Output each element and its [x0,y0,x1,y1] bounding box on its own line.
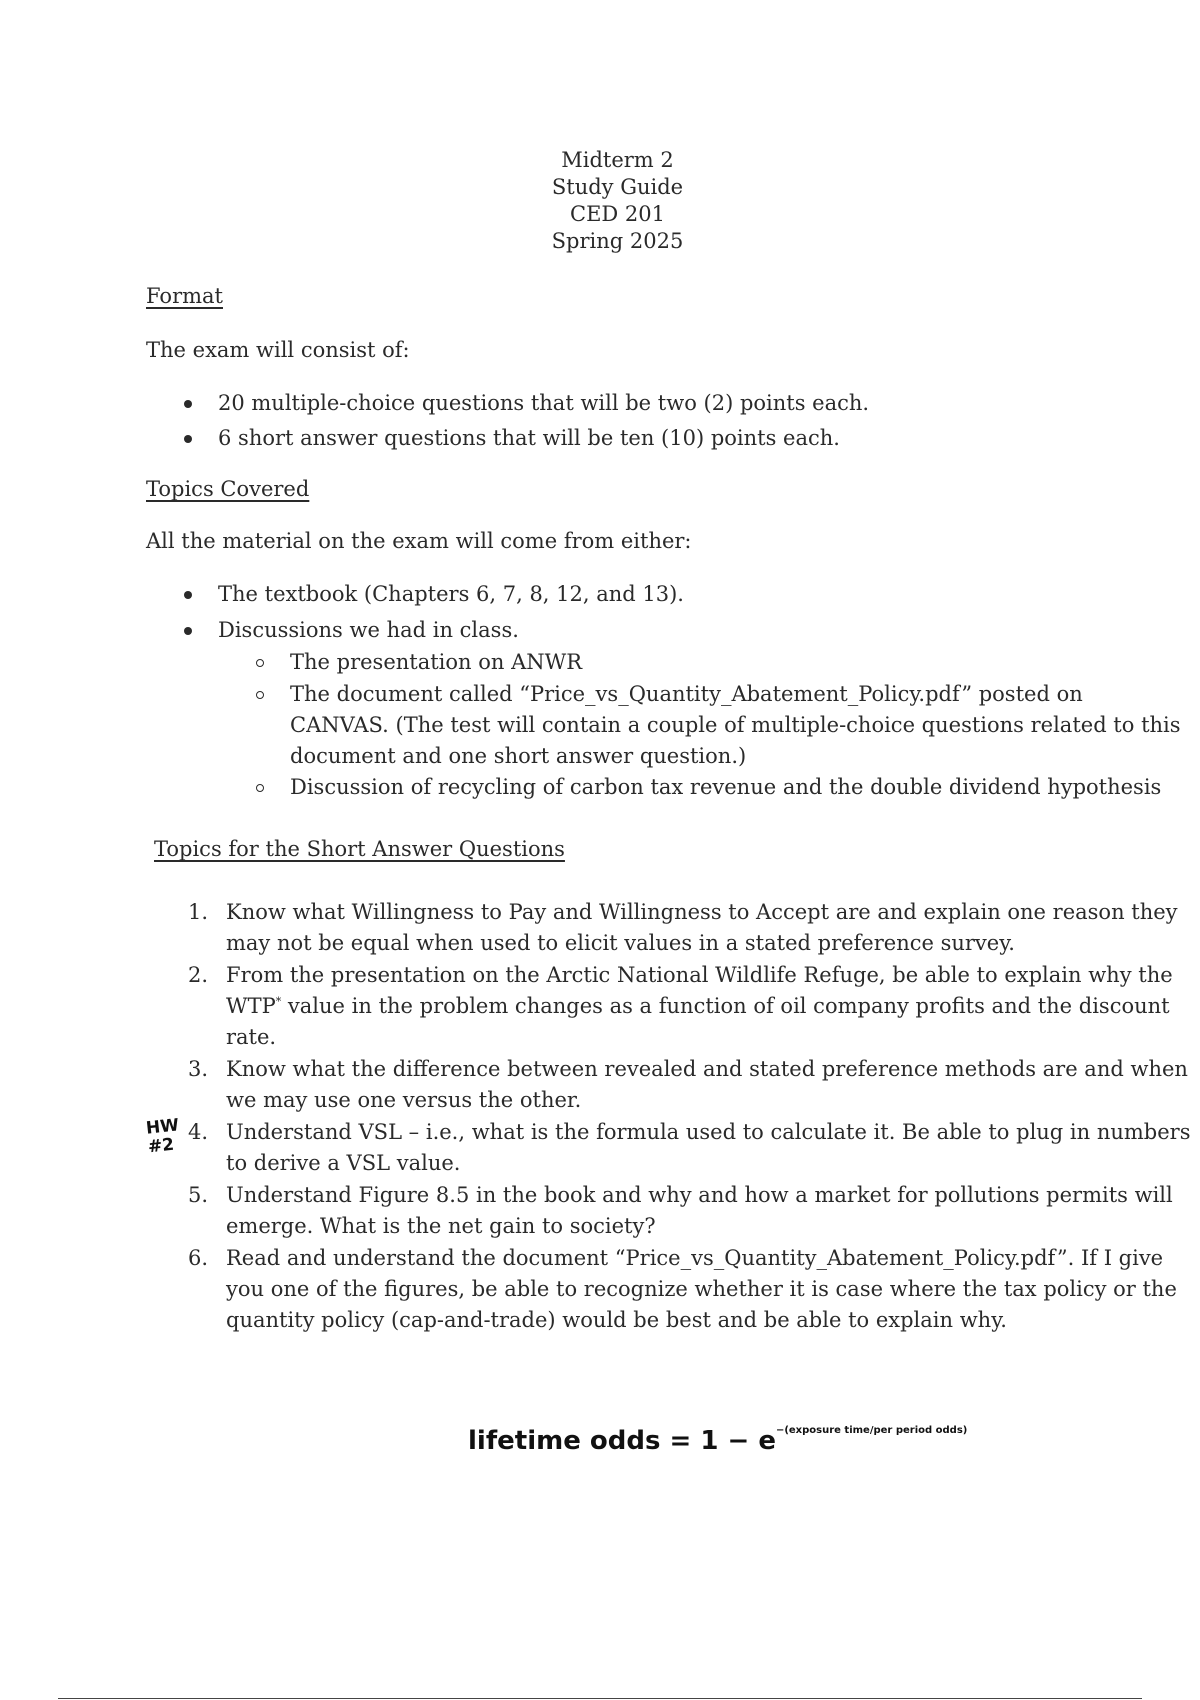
sa-item-6-line-2: you one of the figures, be able to recognize whether it is case where the tax policy or the [226,1277,1177,1301]
sub-bullet-icon [256,784,264,792]
sa-item-4-line-1: Understand VSL – i.e., what is the formula used to calculate it. Be able to plug in numbers [226,1120,1191,1144]
sa-item-6-line-1: Read and understand the document “Price_vs_Quantity_Abatement_Policy.pdf”. If I give [226,1246,1164,1270]
item-number: 4. [187,1120,208,1144]
formula-exponent: −(exposure time/per period odds) [775,1425,968,1437]
topics-intro: All the material on the exam will come from either: [146,529,692,553]
header-term: Spring 2025 [551,229,684,253]
sub-bullet-icon [256,659,264,667]
bullet-icon [184,400,192,408]
topics-sub-3: Discussion of recycling of carbon tax revenue and the double dividend hypothesis [290,775,1162,799]
topics-bullet-2: Discussions we had in class. [218,618,519,642]
wtp-term: WTP [226,994,276,1018]
sa-item-3-line-2: we may use one versus the other. [226,1088,582,1112]
format-intro: The exam will consist of: [146,338,410,362]
header-course: CED 201 [570,202,665,226]
bullet-icon [184,591,192,599]
format-bullet-1: 20 multiple-choice questions that will be two (2) points each. [218,391,870,415]
formula-main: lifetime odds = 1 − e [468,1426,776,1456]
sa-item-4-line-2: to derive a VSL value. [226,1151,461,1175]
item-number: 3. [187,1057,208,1081]
topics-sub-2-line-3: document and one short answer question.) [290,744,747,768]
topics-heading: Topics Covered [146,477,310,501]
item-number: 5. [187,1183,208,1207]
item-number: 1. [187,900,208,924]
handwritten-formula [468,1425,967,1457]
topics-sub-2-line-1: The document called “Price_vs_Quantity_Abatement_Policy.pdf” posted on [290,682,1083,706]
handwritten-note-number: #2 [147,1134,176,1158]
format-heading: Format [146,284,223,308]
topics-sub-2-line-2: CANVAS. (The test will contain a couple of multiple-choice questions related to this [290,713,1181,737]
sa-item-2-line-2-text: value in the problem changes as a function of oil company profits and the discount [287,994,1170,1018]
sa-item-5-line-2: emerge. What is the net gain to society? [226,1214,656,1238]
sa-item-6-line-3: quantity policy (cap-and-trade) would be best and be able to explain why. [226,1308,1007,1332]
sub-bullet-icon [256,691,264,699]
item-number: 2. [187,963,208,987]
item-number: 6. [187,1246,208,1270]
sa-item-2-line-3: rate. [226,1025,277,1049]
short-answer-heading: Topics for the Short Answer Questions [154,837,565,861]
bullet-icon [184,435,192,443]
sa-item-3-line-1: Know what the difference between revealed and stated preference methods are and when [226,1057,1188,1081]
page-divider [58,1698,1142,1699]
sa-item-2-line-1: From the presentation on the Arctic National Wildlife Refuge, be able to explain why the [226,963,1173,987]
sa-item-1-line-1: Know what Willingness to Pay and Willingness to Accept are and explain one reason they [226,900,1178,924]
bullet-icon [184,627,192,635]
topics-bullet-1: The textbook (Chapters 6, 7, 8, 12, and 13). [218,582,684,606]
sa-item-5-line-1: Understand Figure 8.5 in the book and why and how a market for pollutions permits will [226,1183,1173,1207]
header-subtitle: Study Guide [551,175,684,199]
sa-item-1-line-2: may not be equal when used to elicit values in a stated preference survey. [226,931,1015,955]
format-bullet-2: 6 short answer questions that will be ten (10) points each. [218,426,840,450]
wtp-asterisk: * [275,995,282,1008]
header-title: Midterm 2 [561,148,674,172]
sa-item-2-line-2 [226,991,1170,1021]
topics-sub-1: The presentation on ANWR [290,650,583,674]
handwritten-note-hw: HW [145,1115,180,1139]
